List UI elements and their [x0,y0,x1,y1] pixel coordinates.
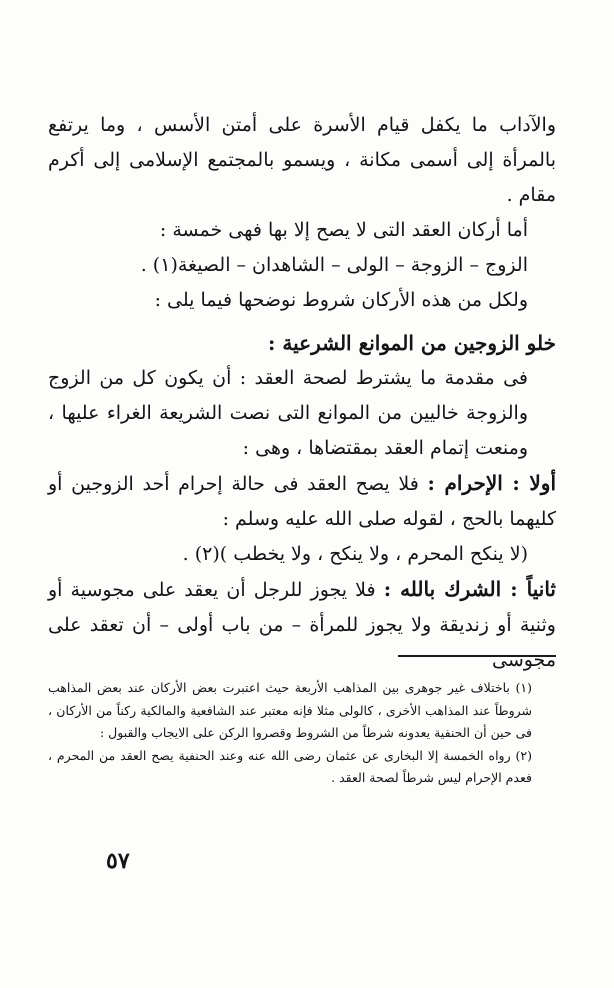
shirk-label: ثانياً : الشرك بالله : [383,577,556,601]
footnote-divider [398,655,556,657]
ihram-label: أولا : الإحرام : [427,471,556,495]
paragraph-ihram [48,466,556,537]
paragraph-pillars-intro: أما أركان العقد التى لا يصح إلا بها فهى خمسة : [159,219,528,241]
footnote-1: (١) باختلاف غير جوهرى بين المذاهب الأربعة حيث اعتبرت بعض الأركان عند بعض المذاهب شروطاً عند المذاهب الأخرى ، كالولى مثلا فإنه معتبر عند الشافعية والمالكية ركناً من الأركان ، فى حين أن الحنفية يعدونه شرطاً من الشروط وقصروا الركن على الايجاب والقبول : [48,680,532,740]
footnotes [48,677,556,790]
main-text [48,108,556,678]
paragraph-conditions: فى مقدمة ما يشترط لصحة العقد : أن يكون كل من الزوج والزوجة خاليين من الموانع التى نصت الشريعة الغراء عليها ، ومنعت إتمام العقد بمقتضاها ، وهى : [48,367,528,459]
paragraph-hadith: (لا ينكح المحرم ، ولا ينكح ، ولا يخطب )(٢) . [182,543,528,565]
footnote-2: (٢) رواه الخمسة إلا البخارى عن عثمان رضى الله عنه وعند الحنفية يصح العقد من المحرم ، فعدم الإحرام ليس شرطاً لصحة العقد . [48,747,532,785]
paragraph-pillars-list: الزوج – الزوجة – الولى – الشاهدان – الصيغة(١) . [140,254,528,276]
paragraph-shirk [48,572,556,678]
section-heading: خلو الزوجين من الموانع الشرعية : [268,331,556,355]
page-number: ٥٧ [106,848,130,874]
shirk-text: فلا يجوز للرجل أن يعقد على مجوسية أو وثنية أو زنديقة ولا يجوز للمرأة – من باب أولى – أن تعقد على مجوسى [48,579,556,671]
paragraph-intro-continuation: والآداب ما يكفل قيام الأسرة على أمتن الأسس ، وما يرتفع بالمرأة إلى أسمى مكانة ، ويسمو بالمجتمع الإسلامى إلى أكرم مقام . [48,114,556,206]
ihram-text: فلا يصح العقد فى حالة إحرام أحد الزوجين أو كليهما بالحج ، لقوله صلى الله عليه وسلم : [48,473,556,530]
paragraph-conditions-intro: ولكل من هذه الأركان شروط نوضحها فيما يلى : [154,289,528,311]
